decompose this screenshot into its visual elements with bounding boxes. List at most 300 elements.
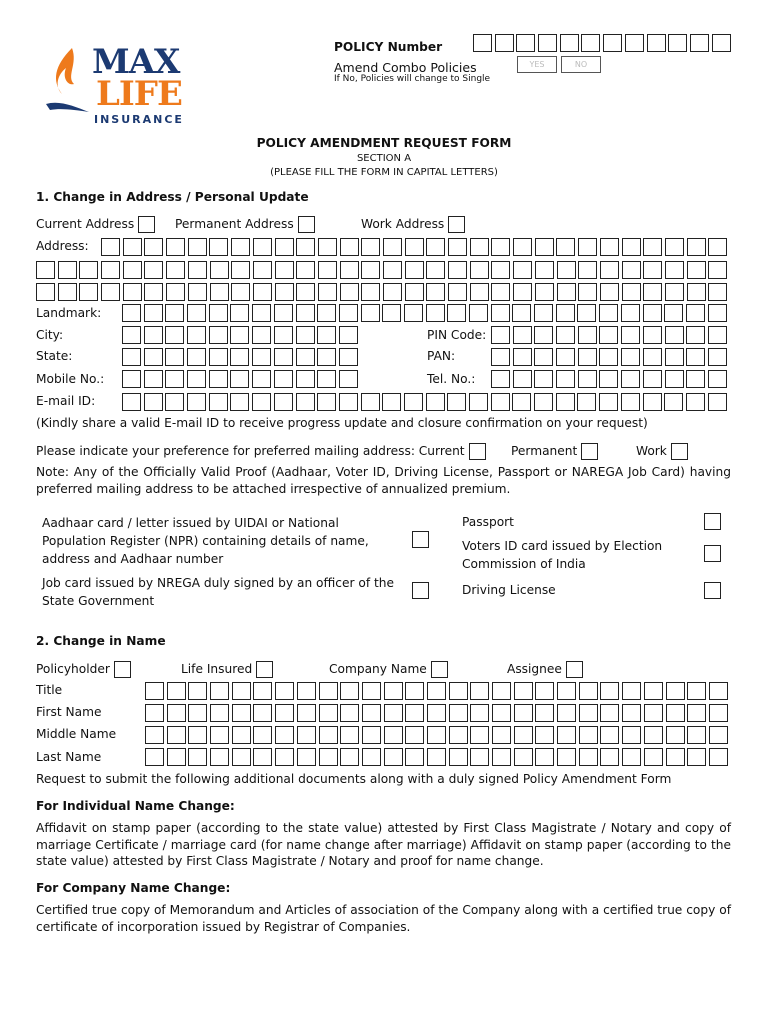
char-box[interactable] (492, 748, 511, 766)
char-box[interactable] (362, 704, 381, 722)
char-box[interactable] (275, 261, 294, 279)
char-box[interactable] (686, 326, 705, 344)
char-box[interactable] (687, 682, 706, 700)
char-box[interactable] (339, 304, 358, 322)
char-box[interactable] (167, 682, 186, 700)
char-box[interactable] (79, 261, 98, 279)
char-box[interactable] (231, 238, 250, 256)
doc-voter-checkbox[interactable] (704, 545, 721, 562)
char-box[interactable] (448, 238, 467, 256)
char-box[interactable] (123, 283, 142, 301)
work-address-checkbox[interactable] (448, 216, 465, 233)
char-box[interactable] (340, 726, 359, 744)
char-box[interactable] (625, 34, 644, 52)
char-box[interactable] (122, 370, 141, 388)
char-box[interactable] (231, 261, 250, 279)
char-box[interactable] (577, 304, 596, 322)
char-box[interactable] (339, 370, 358, 388)
char-box[interactable] (556, 326, 575, 344)
char-box[interactable] (514, 748, 533, 766)
pref-current-checkbox[interactable] (469, 443, 486, 460)
char-box[interactable] (427, 704, 446, 722)
char-box[interactable] (362, 726, 381, 744)
char-box[interactable] (664, 304, 683, 322)
char-box[interactable] (687, 238, 706, 256)
char-box[interactable] (79, 283, 98, 301)
char-box[interactable] (144, 348, 163, 366)
char-box[interactable] (383, 283, 402, 301)
tel-boxes[interactable] (491, 370, 730, 388)
char-box[interactable] (665, 238, 684, 256)
char-box[interactable] (426, 393, 445, 411)
char-box[interactable] (622, 238, 641, 256)
landmark-boxes[interactable] (122, 304, 729, 322)
char-box[interactable] (643, 238, 662, 256)
char-box[interactable] (296, 283, 315, 301)
char-box[interactable] (296, 261, 315, 279)
char-box[interactable] (275, 238, 294, 256)
char-box[interactable] (666, 748, 685, 766)
char-box[interactable] (165, 348, 184, 366)
char-box[interactable] (405, 704, 424, 722)
char-box[interactable] (534, 393, 553, 411)
char-box[interactable] (687, 261, 706, 279)
char-box[interactable] (644, 682, 663, 700)
char-box[interactable] (535, 748, 554, 766)
char-box[interactable] (495, 34, 514, 52)
char-box[interactable] (600, 682, 619, 700)
char-box[interactable] (687, 704, 706, 722)
char-box[interactable] (470, 283, 489, 301)
char-box[interactable] (144, 326, 163, 344)
char-box[interactable] (58, 261, 77, 279)
char-box[interactable] (622, 748, 641, 766)
char-box[interactable] (600, 704, 619, 722)
char-box[interactable] (600, 238, 619, 256)
char-box[interactable] (599, 393, 618, 411)
char-box[interactable] (210, 704, 229, 722)
char-box[interactable] (209, 348, 228, 366)
char-box[interactable] (557, 704, 576, 722)
char-box[interactable] (491, 304, 510, 322)
char-box[interactable] (599, 304, 618, 322)
char-box[interactable] (384, 748, 403, 766)
current-address-checkbox[interactable] (138, 216, 155, 233)
char-box[interactable] (383, 238, 402, 256)
char-box[interactable] (644, 704, 663, 722)
char-box[interactable] (210, 748, 229, 766)
char-box[interactable] (449, 726, 468, 744)
char-box[interactable] (167, 704, 186, 722)
permanent-address-checkbox[interactable] (298, 216, 315, 233)
char-box[interactable] (686, 393, 705, 411)
char-box[interactable] (579, 704, 598, 722)
char-box[interactable] (644, 726, 663, 744)
char-box[interactable] (275, 682, 294, 700)
char-box[interactable] (230, 393, 249, 411)
char-box[interactable] (621, 393, 640, 411)
char-box[interactable] (447, 393, 466, 411)
char-box[interactable] (296, 393, 315, 411)
char-box[interactable] (165, 326, 184, 344)
policy-number-boxes[interactable] (473, 34, 733, 52)
char-box[interactable] (382, 304, 401, 322)
char-box[interactable] (361, 393, 380, 411)
char-box[interactable] (275, 704, 294, 722)
char-box[interactable] (622, 261, 641, 279)
doc-aadhaar-checkbox[interactable] (412, 531, 429, 548)
char-box[interactable] (513, 283, 532, 301)
assignee-option[interactable] (507, 661, 583, 678)
char-box[interactable] (101, 283, 120, 301)
char-box[interactable] (622, 682, 641, 700)
char-box[interactable] (253, 283, 272, 301)
char-box[interactable] (578, 370, 597, 388)
char-box[interactable] (621, 348, 640, 366)
char-box[interactable] (470, 261, 489, 279)
char-box[interactable] (252, 393, 271, 411)
char-box[interactable] (535, 726, 554, 744)
char-box[interactable] (427, 726, 446, 744)
char-box[interactable] (187, 370, 206, 388)
char-box[interactable] (491, 238, 510, 256)
life-insured-option[interactable] (181, 661, 273, 678)
char-box[interactable] (469, 304, 488, 322)
char-box[interactable] (122, 393, 141, 411)
policyholder-checkbox[interactable] (114, 661, 131, 678)
char-box[interactable] (621, 304, 640, 322)
char-box[interactable] (361, 261, 380, 279)
char-box[interactable] (426, 238, 445, 256)
char-box[interactable] (643, 261, 662, 279)
char-box[interactable] (686, 370, 705, 388)
char-box[interactable] (166, 261, 185, 279)
char-box[interactable] (516, 34, 535, 52)
char-box[interactable] (426, 261, 445, 279)
char-box[interactable] (361, 304, 380, 322)
char-box[interactable] (296, 304, 315, 322)
char-box[interactable] (296, 238, 315, 256)
char-box[interactable] (665, 283, 684, 301)
char-box[interactable] (557, 682, 576, 700)
char-box[interactable] (384, 704, 403, 722)
char-box[interactable] (122, 348, 141, 366)
char-box[interactable] (362, 682, 381, 700)
char-box[interactable] (340, 704, 359, 722)
char-box[interactable] (643, 283, 662, 301)
char-box[interactable] (188, 238, 207, 256)
char-box[interactable] (556, 304, 575, 322)
doc-dl-checkbox[interactable] (704, 582, 721, 599)
char-box[interactable] (340, 238, 359, 256)
char-box[interactable] (383, 261, 402, 279)
char-box[interactable] (491, 283, 510, 301)
char-box[interactable] (145, 748, 164, 766)
char-box[interactable] (622, 283, 641, 301)
char-box[interactable] (384, 726, 403, 744)
char-box[interactable] (492, 682, 511, 700)
char-box[interactable] (491, 348, 510, 366)
char-box[interactable] (578, 348, 597, 366)
char-box[interactable] (275, 748, 294, 766)
char-box[interactable] (405, 748, 424, 766)
char-box[interactable] (712, 34, 731, 52)
char-box[interactable] (297, 726, 316, 744)
char-box[interactable] (362, 748, 381, 766)
char-box[interactable] (318, 238, 337, 256)
char-box[interactable] (427, 748, 446, 766)
char-box[interactable] (556, 370, 575, 388)
permanent-address-option[interactable] (175, 216, 315, 233)
char-box[interactable] (384, 682, 403, 700)
char-box[interactable] (644, 748, 663, 766)
char-box[interactable] (274, 370, 293, 388)
char-box[interactable] (145, 704, 164, 722)
char-box[interactable] (209, 304, 228, 322)
char-box[interactable] (36, 261, 55, 279)
char-box[interactable] (709, 748, 728, 766)
char-box[interactable] (145, 682, 164, 700)
char-box[interactable] (231, 283, 250, 301)
char-box[interactable] (296, 326, 315, 344)
char-box[interactable] (600, 726, 619, 744)
char-box[interactable] (535, 238, 554, 256)
char-box[interactable] (187, 393, 206, 411)
char-box[interactable] (621, 326, 640, 344)
char-box[interactable] (535, 704, 554, 722)
char-box[interactable] (686, 348, 705, 366)
char-box[interactable] (144, 393, 163, 411)
char-box[interactable] (600, 748, 619, 766)
char-box[interactable] (513, 261, 532, 279)
char-box[interactable] (253, 682, 272, 700)
char-box[interactable] (514, 726, 533, 744)
char-box[interactable] (230, 304, 249, 322)
pin-boxes[interactable] (491, 326, 730, 344)
char-box[interactable] (666, 726, 685, 744)
char-box[interactable] (513, 326, 532, 344)
char-box[interactable] (513, 348, 532, 366)
char-box[interactable] (339, 348, 358, 366)
char-box[interactable] (274, 393, 293, 411)
mobile-boxes[interactable] (122, 370, 361, 388)
char-box[interactable] (578, 326, 597, 344)
middle-name-boxes[interactable] (145, 726, 731, 744)
char-box[interactable] (319, 682, 338, 700)
char-box[interactable] (144, 261, 163, 279)
char-box[interactable] (318, 283, 337, 301)
char-box[interactable] (427, 682, 446, 700)
pref-permanent-checkbox[interactable] (581, 443, 598, 460)
char-box[interactable] (643, 326, 662, 344)
char-box[interactable] (578, 238, 597, 256)
life-insured-checkbox[interactable] (256, 661, 273, 678)
char-box[interactable] (404, 393, 423, 411)
char-box[interactable] (405, 238, 424, 256)
title-boxes[interactable] (145, 682, 731, 700)
char-box[interactable] (317, 393, 336, 411)
char-box[interactable] (556, 238, 575, 256)
char-box[interactable] (230, 348, 249, 366)
char-box[interactable] (101, 261, 120, 279)
email-boxes[interactable] (122, 393, 729, 411)
char-box[interactable] (557, 748, 576, 766)
char-box[interactable] (560, 34, 579, 52)
char-box[interactable] (165, 393, 184, 411)
char-box[interactable] (188, 261, 207, 279)
char-box[interactable] (123, 238, 142, 256)
char-box[interactable] (232, 682, 251, 700)
char-box[interactable] (253, 748, 272, 766)
char-box[interactable] (58, 283, 77, 301)
char-box[interactable] (296, 370, 315, 388)
char-box[interactable] (210, 726, 229, 744)
char-box[interactable] (666, 704, 685, 722)
char-box[interactable] (252, 326, 271, 344)
char-box[interactable] (166, 283, 185, 301)
char-box[interactable] (708, 348, 727, 366)
char-box[interactable] (581, 34, 600, 52)
char-box[interactable] (447, 304, 466, 322)
current-address-option[interactable] (36, 216, 155, 233)
doc-passport-checkbox[interactable] (704, 513, 721, 530)
char-box[interactable] (535, 682, 554, 700)
char-box[interactable] (210, 283, 229, 301)
char-box[interactable] (426, 304, 445, 322)
char-box[interactable] (621, 370, 640, 388)
mailing-pref-work[interactable] (636, 443, 688, 460)
char-box[interactable] (340, 261, 359, 279)
char-box[interactable] (144, 238, 163, 256)
char-box[interactable] (361, 283, 380, 301)
char-box[interactable] (668, 34, 687, 52)
char-box[interactable] (274, 304, 293, 322)
char-box[interactable] (513, 370, 532, 388)
char-box[interactable] (122, 304, 141, 322)
char-box[interactable] (210, 261, 229, 279)
char-box[interactable] (665, 370, 684, 388)
char-box[interactable] (579, 726, 598, 744)
char-box[interactable] (209, 238, 228, 256)
char-box[interactable] (339, 326, 358, 344)
char-box[interactable] (665, 261, 684, 279)
char-box[interactable] (600, 283, 619, 301)
char-box[interactable] (709, 726, 728, 744)
char-box[interactable] (144, 283, 163, 301)
char-box[interactable] (275, 283, 294, 301)
char-box[interactable] (404, 304, 423, 322)
char-box[interactable] (449, 748, 468, 766)
char-box[interactable] (687, 748, 706, 766)
char-box[interactable] (187, 326, 206, 344)
char-box[interactable] (405, 726, 424, 744)
char-box[interactable] (492, 704, 511, 722)
company-name-checkbox[interactable] (431, 661, 448, 678)
char-box[interactable] (188, 704, 207, 722)
char-box[interactable] (319, 726, 338, 744)
char-box[interactable] (534, 348, 553, 366)
char-box[interactable] (664, 393, 683, 411)
char-box[interactable] (643, 393, 662, 411)
char-box[interactable] (122, 326, 141, 344)
char-box[interactable] (666, 682, 685, 700)
char-box[interactable] (448, 283, 467, 301)
address-line3-boxes[interactable] (36, 283, 730, 301)
char-box[interactable] (426, 283, 445, 301)
char-box[interactable] (405, 682, 424, 700)
char-box[interactable] (253, 704, 272, 722)
char-box[interactable] (317, 326, 336, 344)
char-box[interactable] (232, 704, 251, 722)
char-box[interactable] (209, 370, 228, 388)
char-box[interactable] (448, 261, 467, 279)
char-box[interactable] (252, 348, 271, 366)
char-box[interactable] (708, 238, 727, 256)
char-box[interactable] (340, 748, 359, 766)
char-box[interactable] (340, 283, 359, 301)
char-box[interactable] (534, 304, 553, 322)
char-box[interactable] (579, 748, 598, 766)
char-box[interactable] (470, 748, 489, 766)
char-box[interactable] (145, 726, 164, 744)
char-box[interactable] (557, 283, 576, 301)
char-box[interactable] (188, 283, 207, 301)
char-box[interactable] (556, 393, 575, 411)
pan-boxes[interactable] (491, 348, 730, 366)
char-box[interactable] (599, 348, 618, 366)
last-name-boxes[interactable] (145, 748, 731, 766)
char-box[interactable] (709, 704, 728, 722)
char-box[interactable] (317, 370, 336, 388)
char-box[interactable] (643, 348, 662, 366)
char-box[interactable] (252, 304, 271, 322)
char-box[interactable] (687, 283, 706, 301)
char-box[interactable] (709, 682, 728, 700)
char-box[interactable] (252, 370, 271, 388)
char-box[interactable] (556, 348, 575, 366)
char-box[interactable] (512, 304, 531, 322)
address-line2-boxes[interactable] (36, 261, 730, 279)
mailing-pref-current[interactable] (36, 443, 486, 460)
policyholder-option[interactable] (36, 661, 131, 678)
char-box[interactable] (708, 326, 727, 344)
char-box[interactable] (535, 283, 554, 301)
state-boxes[interactable] (122, 348, 361, 366)
char-box[interactable] (665, 348, 684, 366)
char-box[interactable] (599, 370, 618, 388)
char-box[interactable] (514, 704, 533, 722)
char-box[interactable] (274, 326, 293, 344)
char-box[interactable] (665, 326, 684, 344)
char-box[interactable] (708, 304, 727, 322)
char-box[interactable] (603, 34, 622, 52)
char-box[interactable] (470, 238, 489, 256)
first-name-boxes[interactable] (145, 704, 731, 722)
char-box[interactable] (690, 34, 709, 52)
char-box[interactable] (449, 682, 468, 700)
char-box[interactable] (297, 748, 316, 766)
char-box[interactable] (144, 370, 163, 388)
char-box[interactable] (708, 370, 727, 388)
char-box[interactable] (318, 261, 337, 279)
char-box[interactable] (361, 238, 380, 256)
char-box[interactable] (535, 261, 554, 279)
char-box[interactable] (123, 261, 142, 279)
char-box[interactable] (253, 261, 272, 279)
char-box[interactable] (230, 326, 249, 344)
char-box[interactable] (36, 283, 55, 301)
char-box[interactable] (339, 393, 358, 411)
